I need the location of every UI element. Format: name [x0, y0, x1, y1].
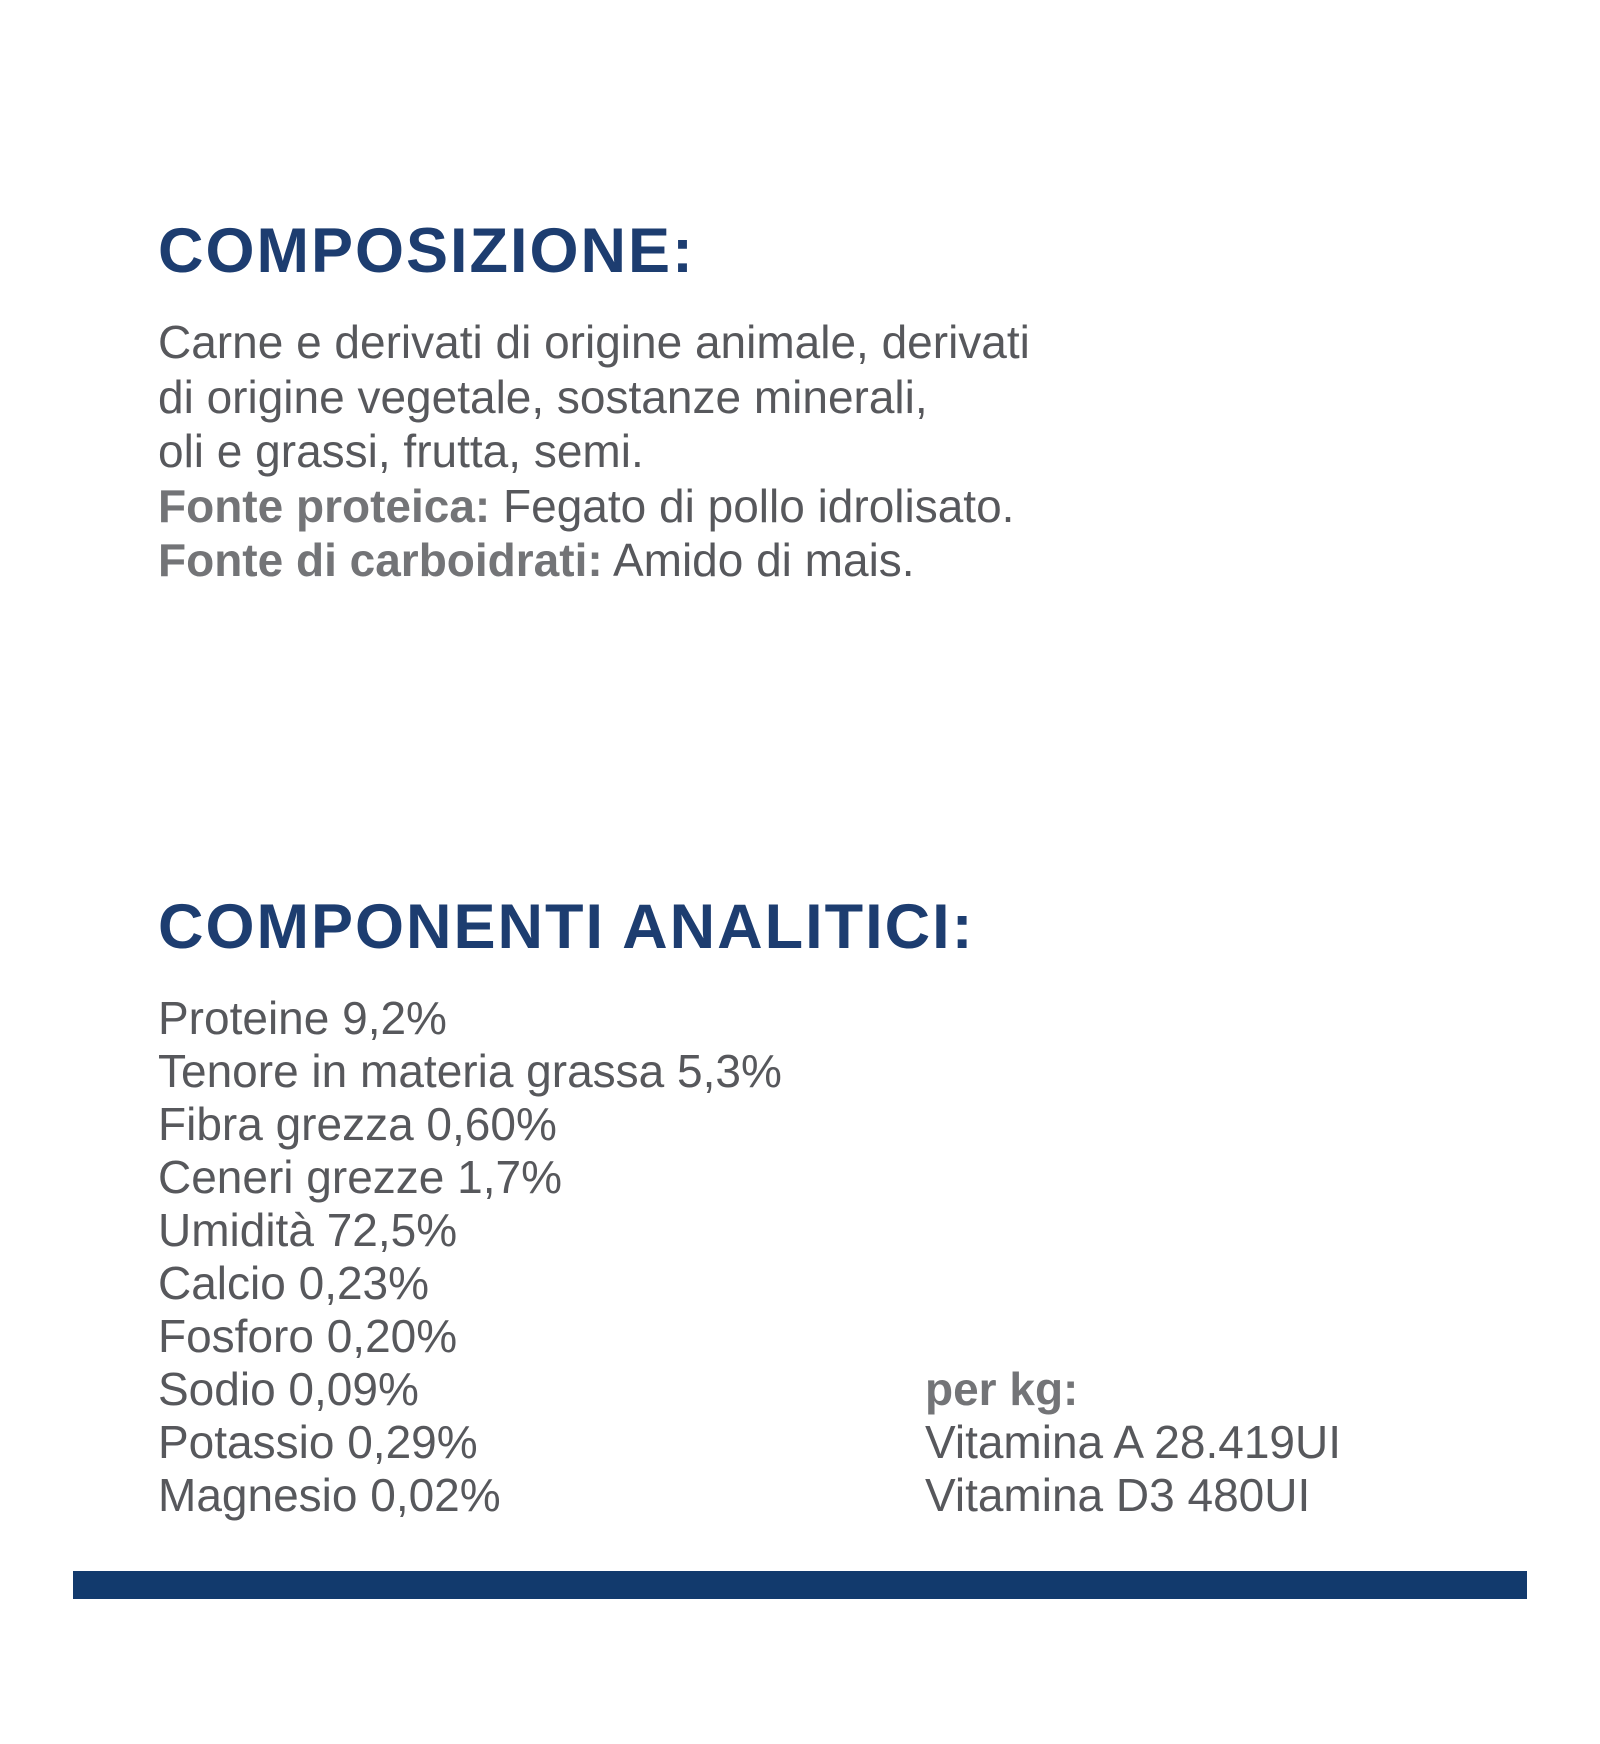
- analytical-item: Proteine 9,2%: [158, 992, 447, 1044]
- analytical-item: Fibra grezza 0,60%: [158, 1098, 557, 1150]
- composition-line: Carne e derivati di origine animale, derivati: [158, 316, 1030, 368]
- per-kg-label: per kg:: [925, 1363, 1079, 1415]
- analytical-item: Tenore in materia grassa 5,3%: [158, 1045, 782, 1097]
- protein-source-line: [158, 479, 1030, 534]
- analytical-heading: COMPONENTI ANALITICI:: [158, 892, 975, 962]
- bottom-divider-bar: [73, 1571, 1527, 1599]
- vitamin-a-value: Vitamina A 28.419UI: [925, 1416, 1341, 1468]
- analytical-item: Umidità 72,5%: [158, 1204, 458, 1256]
- analytical-item: Calcio 0,23%: [158, 1257, 430, 1309]
- carb-source-label: Fonte di carboidrati:: [158, 534, 603, 586]
- analytical-item: Potassio 0,29%: [158, 1416, 478, 1468]
- composition-heading: COMPOSIZIONE:: [158, 216, 696, 286]
- analytical-list: [158, 992, 782, 1522]
- vitamin-d3-value: Vitamina D3 480UI: [925, 1469, 1311, 1521]
- composition-line: di origine vegetale, sostanze minerali,: [158, 370, 928, 423]
- carb-source-line: [158, 533, 1030, 588]
- analytical-item: Magnesio 0,02%: [158, 1469, 501, 1521]
- analytical-item: Ceneri grezze 1,7%: [158, 1151, 562, 1203]
- analytical-item: Fosforo 0,20%: [158, 1310, 458, 1362]
- composition-text: [158, 315, 1030, 588]
- protein-source-value: Fegato di pollo idrolisato.: [503, 479, 1015, 532]
- per-kg-block: [925, 1363, 1341, 1522]
- protein-source-label: Fonte proteica:: [158, 479, 491, 532]
- composition-line: oli e grassi, frutta, semi.: [158, 425, 644, 477]
- carb-source-value: Amido di mais.: [612, 534, 915, 586]
- analytical-item: Sodio 0,09%: [158, 1363, 419, 1415]
